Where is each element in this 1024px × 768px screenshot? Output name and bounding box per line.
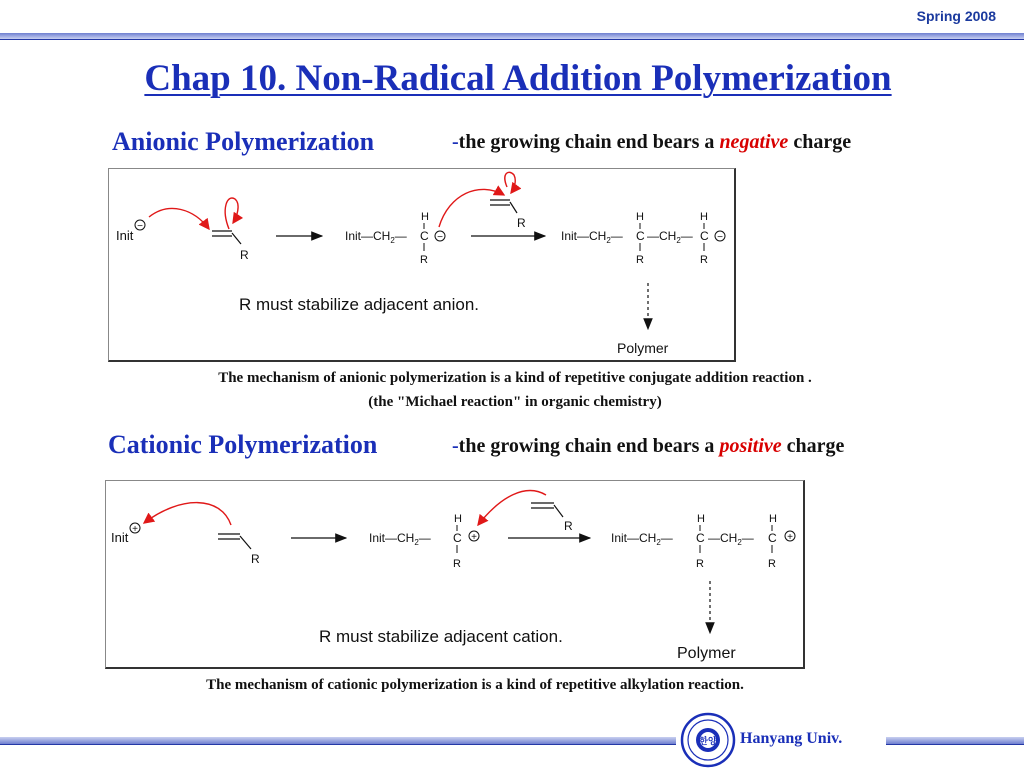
carbon-label: C <box>636 229 645 243</box>
tagline-text: the growing chain end bears a <box>458 131 720 153</box>
ch2-segment: $—CH_2—$ <box>708 531 754 547</box>
carbon-label: C <box>420 229 429 243</box>
anionic-scheme-box <box>108 168 736 362</box>
charge-sign: + <box>132 524 138 535</box>
monomer-r-bond <box>510 202 517 213</box>
anionic-mechanism-diagram <box>109 169 734 360</box>
polymer-label: Polymer <box>617 340 669 356</box>
stabilize-note: R must stabilize adjacent anion. <box>239 295 480 314</box>
monomer-r-bond <box>232 233 241 244</box>
slide-title: Chap 10. Non-Radical Addition Polymerization <box>144 58 892 99</box>
cationic-caption: The mechanism of cationic polymerization is a kind of repetitive alkylation reaction. <box>206 677 744 693</box>
h-label: H <box>769 513 777 525</box>
electron-push-arrow <box>225 198 238 229</box>
carbon-label: C <box>700 229 709 243</box>
r-label: R <box>636 254 644 266</box>
carbon-label: C <box>768 531 777 545</box>
h-label: H <box>454 513 462 525</box>
monomer-r-bond <box>240 536 251 549</box>
r-label: R <box>564 519 573 533</box>
r-label: R <box>768 558 776 570</box>
polymer-label: Polymer <box>677 645 736 662</box>
cationic-mechanism-diagram <box>106 481 803 667</box>
tagline-dash: - <box>452 435 459 457</box>
r-label: R <box>696 558 704 570</box>
tagline-text: the growing chain end bears a <box>458 435 720 457</box>
carbon-label: C <box>453 531 462 545</box>
r-label: R <box>420 254 428 266</box>
charge-sign: + <box>471 532 477 543</box>
charge-sign: − <box>137 221 143 232</box>
carbon-label: C <box>696 531 705 545</box>
anionic-heading: Anionic Polymerization <box>112 127 375 156</box>
anionic-caption-line2: (the "Michael reaction" in organic chemistry) <box>368 394 662 410</box>
electron-push-arrow <box>439 189 504 227</box>
tagline-tail: charge <box>788 131 852 153</box>
tagline-dash: - <box>452 131 459 153</box>
seal-text: 한양 <box>699 737 717 747</box>
charge-sign: − <box>717 232 723 243</box>
cationic-heading: Cationic Polymerization <box>108 430 378 459</box>
cationic-scheme-box <box>105 480 805 669</box>
electron-push-arrow <box>505 172 515 193</box>
init-label: Init <box>111 530 129 545</box>
electron-push-arrow <box>149 208 209 229</box>
tagline-tail: charge <box>781 435 845 457</box>
r-label: R <box>700 254 708 266</box>
university-seal-icon <box>680 712 736 768</box>
intermediate-formula: $Init—CH_2—$ <box>345 229 407 245</box>
intermediate-formula: $Init—CH_2—$ <box>369 531 431 547</box>
h-label: H <box>421 211 429 223</box>
tagline-emphasis: positive <box>719 435 782 457</box>
university-name: Hanyang Univ. <box>740 730 843 747</box>
r-label: R <box>240 248 249 262</box>
monomer-r-bond <box>554 505 563 517</box>
charge-sign: + <box>787 532 793 543</box>
h-label: H <box>697 513 705 525</box>
top-divider-line <box>0 39 1024 40</box>
r-label: R <box>251 552 260 566</box>
electron-push-arrow <box>144 503 231 525</box>
r-label: R <box>517 216 526 230</box>
ch2-segment: $—CH_2—$ <box>647 229 693 245</box>
stabilize-note: R must stabilize adjacent cation. <box>319 627 563 646</box>
term-label: Spring 2008 <box>916 8 996 24</box>
charge-sign: − <box>437 232 443 243</box>
product-formula: $Init—CH_2—$ <box>611 531 673 547</box>
cationic-tagline <box>452 435 844 458</box>
r-label: R <box>453 558 461 570</box>
anionic-tagline <box>452 131 851 154</box>
product-formula: $Init—CH_2—$ <box>561 229 623 245</box>
anionic-caption-line1: The mechanism of anionic polymerization is a kind of repetitive conjugate addition reaction . <box>218 370 812 386</box>
tagline-emphasis: negative <box>719 131 789 153</box>
h-label: H <box>700 211 708 223</box>
h-label: H <box>636 211 644 223</box>
init-label: Init <box>116 228 134 243</box>
